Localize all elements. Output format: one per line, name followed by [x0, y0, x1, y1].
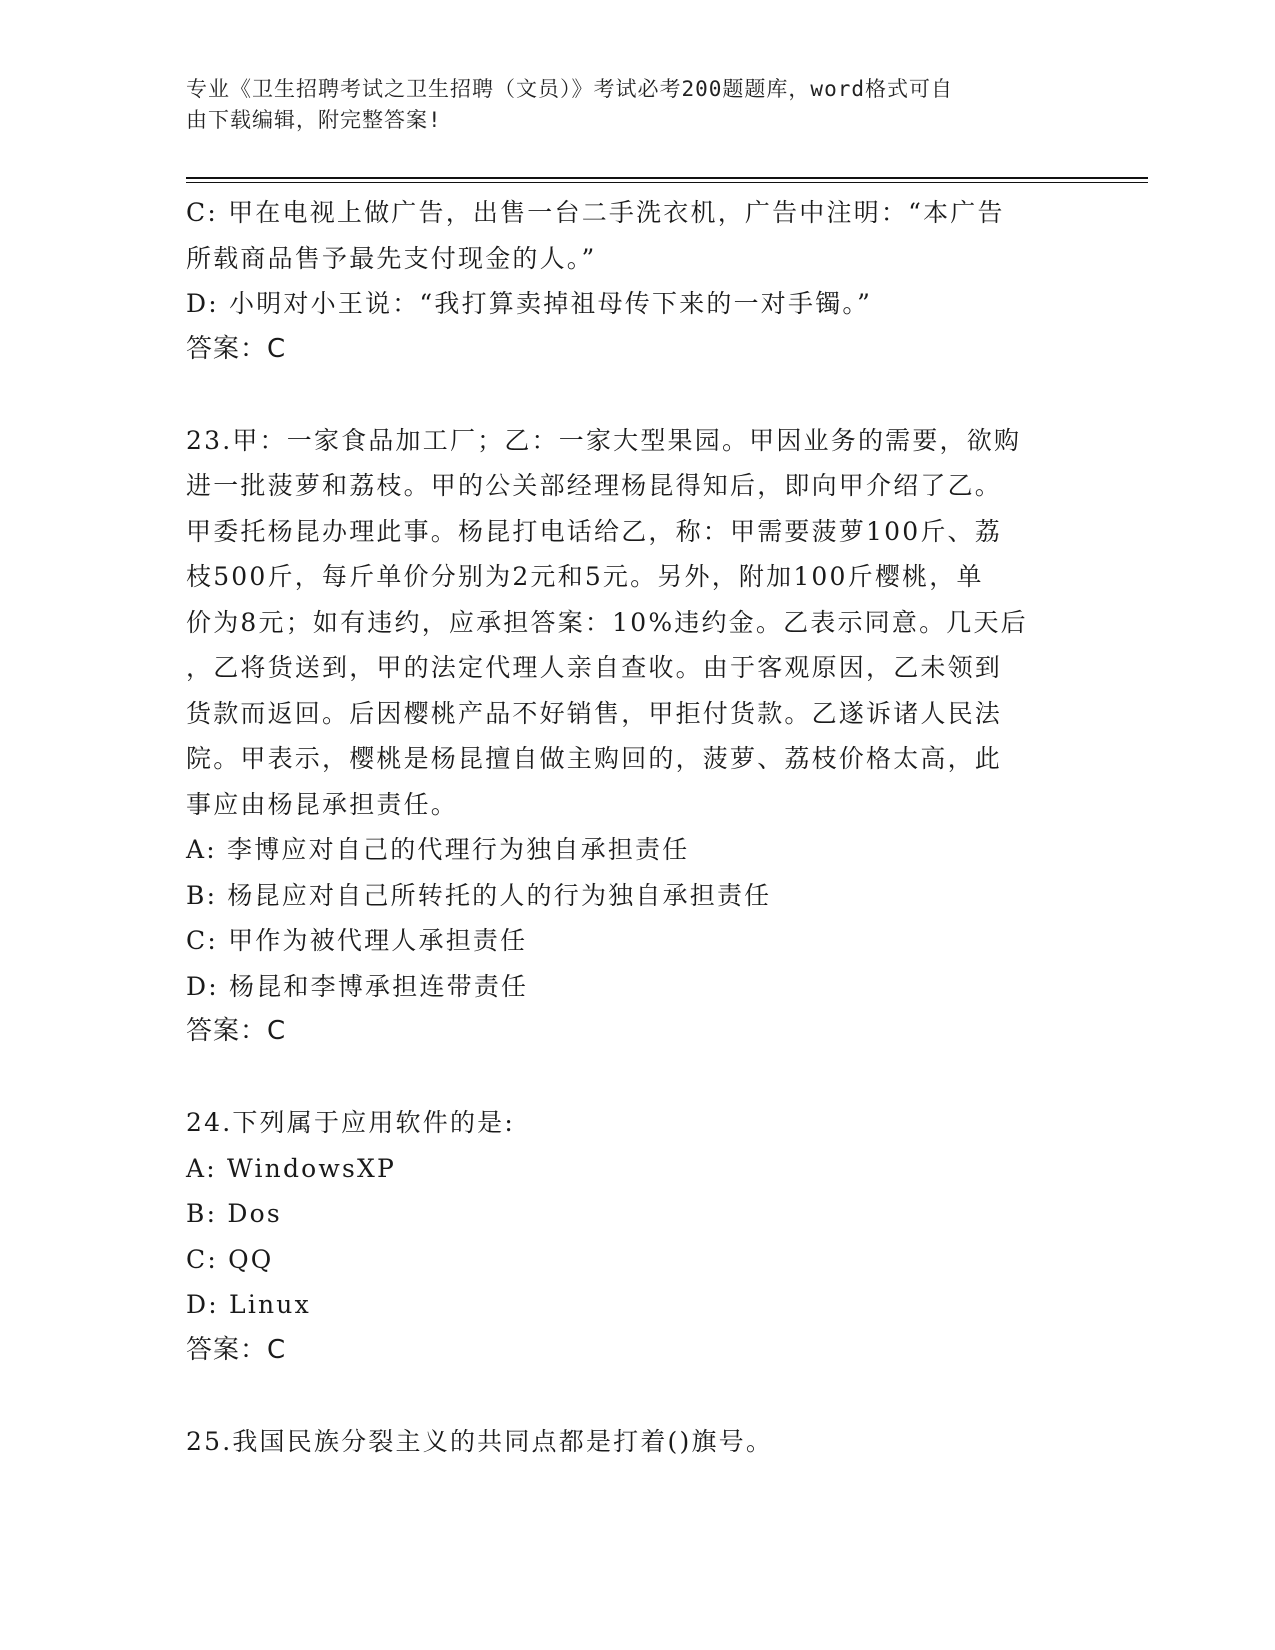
option-c-line-1: C: 甲在电视上做广告，出售一台二手洗衣机，广告中注明：“本广告 [186, 198, 1005, 227]
question-23-stem-line: 甲委托杨昆办理此事。杨昆打电话给乙，称：甲需要菠萝100斤、荔 [186, 516, 1002, 546]
header-line-1: 专业《卫生招聘考试之卫生招聘（文员）》考试必考200题题库，word格式可自 [186, 77, 953, 101]
question-23-stem-line: 事应由杨昆承担责任。 [186, 789, 459, 819]
header-divider-thin [186, 182, 1148, 183]
question-23-stem-line: 进一批菠萝和荔枝。甲的公关部经理杨昆得知后，即向甲介绍了乙。 [186, 471, 1003, 500]
option-c-line-2: 所载商品售予最先支付现金的人。” [186, 243, 597, 273]
question-24-option-d: D: Linux [186, 1290, 311, 1319]
question-23-stem-line: 23.甲：一家食品加工厂；乙：一家大型果园。甲因业务的需要，欲购 [186, 425, 1022, 455]
question-content [186, 190, 1076, 1464]
question-23-stem-line: ，乙将货送到，甲的法定代理人亲自查收。由于客观原因，乙未领到 [186, 653, 1003, 682]
question-24-stem: 24.下列属于应用软件的是: [186, 1108, 515, 1137]
question-25-stem: 25.我国民族分裂主义的共同点都是打着()旗号。 [186, 1426, 774, 1456]
answer-22: 答案：C [186, 333, 287, 364]
header-divider-thick [186, 177, 1148, 179]
question-23-option-d: D: 杨昆和李博承担连带责任 [186, 971, 529, 1001]
question-23 [186, 418, 1076, 1055]
question-23-option-c: C: 甲作为被代理人承担责任 [186, 926, 528, 955]
question-24 [186, 1100, 1076, 1373]
question-25 [186, 1419, 1076, 1465]
option-d: D: 小明对小王说：“我打算卖掉祖母传下来的一对手镯。” [186, 289, 873, 318]
question-23-stem-line: 价为8元；如有违约，应承担答案：10%违约金。乙表示同意。几天后 [186, 607, 1028, 637]
question-23-stem-line: 院。甲表示，樱桃是杨昆擅自做主购回的，菠萝、荔枝价格太高，此 [186, 744, 1003, 773]
answer-24: 答案：C [186, 1334, 287, 1365]
question-22-tail [186, 190, 1076, 372]
question-24-option-c: C: QQ [186, 1244, 274, 1274]
question-23-stem-line: 货款而返回。后因樱桃产品不好销售，甲拒付货款。乙遂诉诸人民法 [186, 698, 1003, 728]
header-line-2: 由下载编辑，附完整答案! [186, 108, 442, 132]
question-23-stem-line: 枝500斤，每斤单价分别为2元和5元。另外，附加100斤樱桃，单 [186, 562, 984, 591]
question-23-option-b: B: 杨昆应对自己所转托的人的行为独自承担责任 [186, 880, 772, 910]
question-24-option-b: B: Dos [186, 1199, 282, 1228]
answer-23: 答案：C [186, 1016, 287, 1046]
question-24-option-a: A: WindowsXP [186, 1153, 397, 1183]
document-header [186, 74, 1086, 136]
question-23-option-a: A: 李博应对自己的代理行为独自承担责任 [186, 835, 690, 864]
